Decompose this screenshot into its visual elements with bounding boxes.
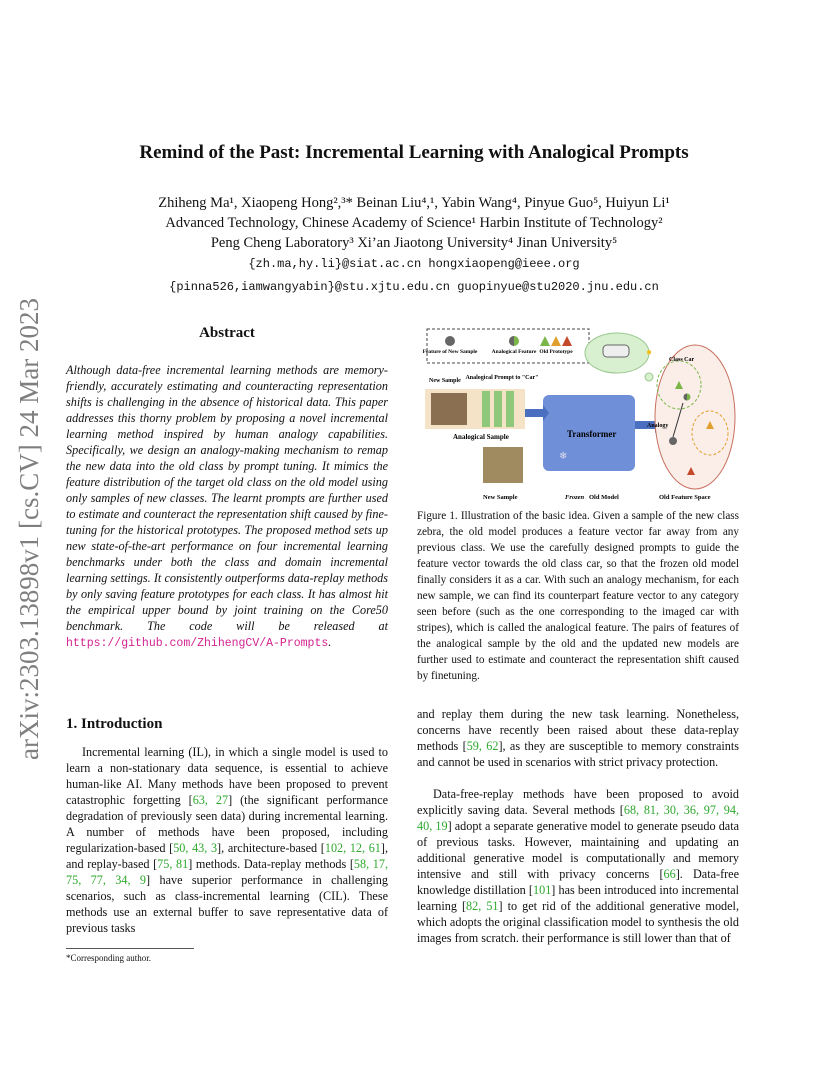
citation[interactable]: 66 bbox=[663, 867, 676, 881]
prompt-token bbox=[506, 391, 514, 427]
body-text: Data-free-replay methods have been proposed to avoid explicitly saving data. Several methods [ bbox=[417, 787, 739, 817]
affiliation-line-1: Advanced Technology, Chinese Academy of Science¹ Harbin Institute of Technology² bbox=[165, 215, 663, 231]
email-line-1: {zh.ma,hy.li}@siat.ac.cn hongxiaopeng@ieee.org bbox=[248, 257, 580, 271]
prototype-triangle-green bbox=[540, 336, 550, 346]
zebra-new-sample-image bbox=[483, 447, 523, 483]
striped-car-image bbox=[603, 345, 629, 357]
abstract-text: Although data-free incremental learning methods are memory-friendly, accurately estimating and counteracting representation shifts is challenging in the absence of historical data. This paper addresses this thorny problem by proposing a novel incremental learning method inspired by human analogy capabilities. Specifically, we design an analogy-making mechanism to remap the new data into the old class by prompt tuning. It mimics the feature distribution of the target old class on the old model using only samples of new classes. The learnt prompts are further used to estimate and counteract the representation shift caused by fine-tuning for the historical prototypes. The proposed method sets up new state-of-the-art performance on four incremental learning benchmarks under both the class and domain incremental learning settings. It consistently outperforms data-replay methods by only saving feature prototypes for each class. It has almost hit the empirical upper bound by joint training on the Core50 benchmark. The code will be released at bbox=[66, 363, 388, 633]
label-old-feature-space: Old Feature Space bbox=[659, 494, 711, 501]
figure-1 bbox=[417, 325, 739, 505]
citation[interactable]: 68, 81, 30, 36, 97, 94, 40, 19 bbox=[417, 803, 739, 833]
footnote-rule bbox=[66, 948, 194, 949]
figure-1-illustration bbox=[417, 325, 739, 505]
citation[interactable]: 63, 27 bbox=[192, 793, 229, 807]
prompt-token bbox=[482, 391, 490, 427]
label-analogical-sample: Analogical Sample bbox=[453, 433, 509, 441]
old-feature-space-ellipse bbox=[655, 345, 735, 489]
new-feature-point bbox=[669, 437, 677, 445]
label-class-car: Class Car bbox=[669, 357, 695, 363]
body-text: and replay them during the new task learning. Nonetheless, concerns have recently been raised about these data-replay methods [ bbox=[417, 707, 739, 753]
citation[interactable]: 102, 12, 61 bbox=[324, 841, 381, 855]
arxiv-stamp: arXiv:2303.13898v1 [cs.CV] 24 Mar 2023 bbox=[14, 298, 44, 760]
body-text: ]. Data-free knowledge distillation [ bbox=[417, 867, 740, 897]
label-new-sample: New Sample bbox=[429, 378, 461, 384]
label-frozen: Frozen bbox=[565, 494, 585, 501]
citation[interactable]: 59, 62 bbox=[466, 739, 499, 753]
intro-text: have superior performance in challenging scenarios, such as class-incremental learning (CIL). These methods use an external buffer to save representative data of previous tasks bbox=[66, 873, 388, 935]
legend-analogical: Analogical Feature bbox=[491, 349, 537, 355]
label-new-sample-bottom: New Sample bbox=[483, 494, 518, 501]
citation[interactable]: 101 bbox=[533, 883, 552, 897]
paper-title: Remind of the Past: Incremental Learning with Analogical Prompts bbox=[139, 142, 689, 163]
intro-text: methods. Data-replay methods [ bbox=[195, 857, 354, 871]
author-names: Zhiheng Ma¹, Xiaopeng Hong²,³* Beinan Liu⁴,¹, Yabin Wang⁴, Pinyue Guo⁵, Huiyun Li¹ bbox=[158, 195, 670, 211]
zebra-image bbox=[431, 393, 467, 425]
citation[interactable]: 58, 17, 75, 77, 34, 9 bbox=[66, 857, 389, 887]
lightbulb-icon: ● bbox=[646, 347, 653, 358]
citation[interactable]: 82, 51 bbox=[466, 899, 499, 913]
legend-feature: Feature of New Sample bbox=[422, 349, 478, 355]
body-text: ] adopt a separate generative model to generate pseudo data of previous tasks. However, maintaining and updating an additional generative model is computationally and memory intensive and still with privacy concerns [ bbox=[417, 819, 739, 881]
citation[interactable]: 50, 43, 3 bbox=[173, 841, 218, 855]
right-paragraph-1 bbox=[417, 706, 739, 770]
label-old-model: Old Model bbox=[589, 494, 619, 501]
label-analogical-prompt: Analogical Prompt to "Car" bbox=[465, 375, 539, 381]
body-text: ], as they are susceptible to memory constraints and cannot be used in scenarios with strict privacy protection. bbox=[417, 739, 740, 769]
email-line-2: {pinna526,iamwangyabin}@stu.xjtu.edu.cn guopinyue@stu2020.jnu.edu.cn bbox=[169, 280, 659, 294]
prompt-token bbox=[494, 391, 502, 427]
prototype-triangle-orange bbox=[551, 336, 561, 346]
affiliation-line-2: Peng Cheng Laboratory³ Xi’an Jiaotong University⁴ Jinan University⁵ bbox=[210, 235, 618, 251]
abstract-body bbox=[66, 362, 388, 652]
intro-text: (the significant performance degradation of previously seen data) during incremental learning. A number of methods have been proposed, including regularization-based [ bbox=[66, 793, 389, 855]
body-text: ] to get rid of the additional generative model, which adopts the original classification model to synthesis the old images from scratch. their performance is still lower than that of bbox=[417, 899, 739, 945]
figure-caption: Figure 1. Illustration of the basic idea. Given a sample of the new class zebra, the old model produces a feature vector far away from any previous class. We use the carefully designed prompts to guide the feature vector towards the old class car, so that the frozen old model finally considers it as a car. With such an analogy mechanism, for each new sample, we can find its counterpart feature vector to any category seen before (such as the one corresponding to the imaged car with stripes), which is called the analogical feature. The pairs of features of the analogical sample by the old and the updated new models are further used to estimate and counteract the representation shift caused by finetuning. bbox=[417, 510, 739, 682]
intro-paragraph: Incremental learning (IL), in which a single model is used to learn a non-stationary data sequence, is essential to achieve human-like AI. Many methods have been proposed to prevent catastrophic forgetting [63, 27] (the significant performance degradation of previously seen data) during incremental learning. A number of methods have been proposed, including regularization-based [50, 43, 3], architecture-based [102, 12, 61], and replay-based [75, 81] methods. Data-replay methods [58, 17, 75, 77, 34, 9] have superior performance in challenging scenarios, such as class-incremental learning (CIL). These methods use an external buffer to save representative data of previous tasks bbox=[66, 745, 389, 935]
snowflake-icon: ❄ bbox=[559, 451, 568, 462]
prototype-triangle-red bbox=[562, 336, 572, 346]
abstract-heading: Abstract bbox=[199, 325, 255, 341]
intro-text: and replay-based [ bbox=[66, 857, 158, 871]
intro-text: Incremental learning (IL), in which a single model is used to learn a non-stationary data sequence, is essential to achieve human-like AI. Many methods have been proposed to prevent catastrophic forgetting [ bbox=[66, 745, 388, 807]
legend-old: Old Prototype bbox=[539, 349, 573, 355]
intro-heading: 1. Introduction bbox=[66, 716, 163, 732]
feature-dot-icon bbox=[445, 336, 455, 346]
author-block bbox=[0, 193, 828, 297]
code-link[interactable]: https://github.com/ZhihengCV/A-Prompts bbox=[66, 637, 329, 650]
right-paragraph-2 bbox=[417, 786, 739, 946]
abstract-end: . bbox=[328, 635, 332, 649]
label-transformer: Transformer bbox=[567, 429, 617, 439]
body-text: ] has been introduced into incremental learning [ bbox=[417, 883, 739, 913]
citation[interactable]: 75, 81 bbox=[157, 857, 189, 871]
label-analogy: Analogy bbox=[647, 423, 669, 429]
footnote: *Corresponding author. bbox=[66, 953, 151, 963]
intro-text: architecture-based [ bbox=[227, 841, 325, 855]
